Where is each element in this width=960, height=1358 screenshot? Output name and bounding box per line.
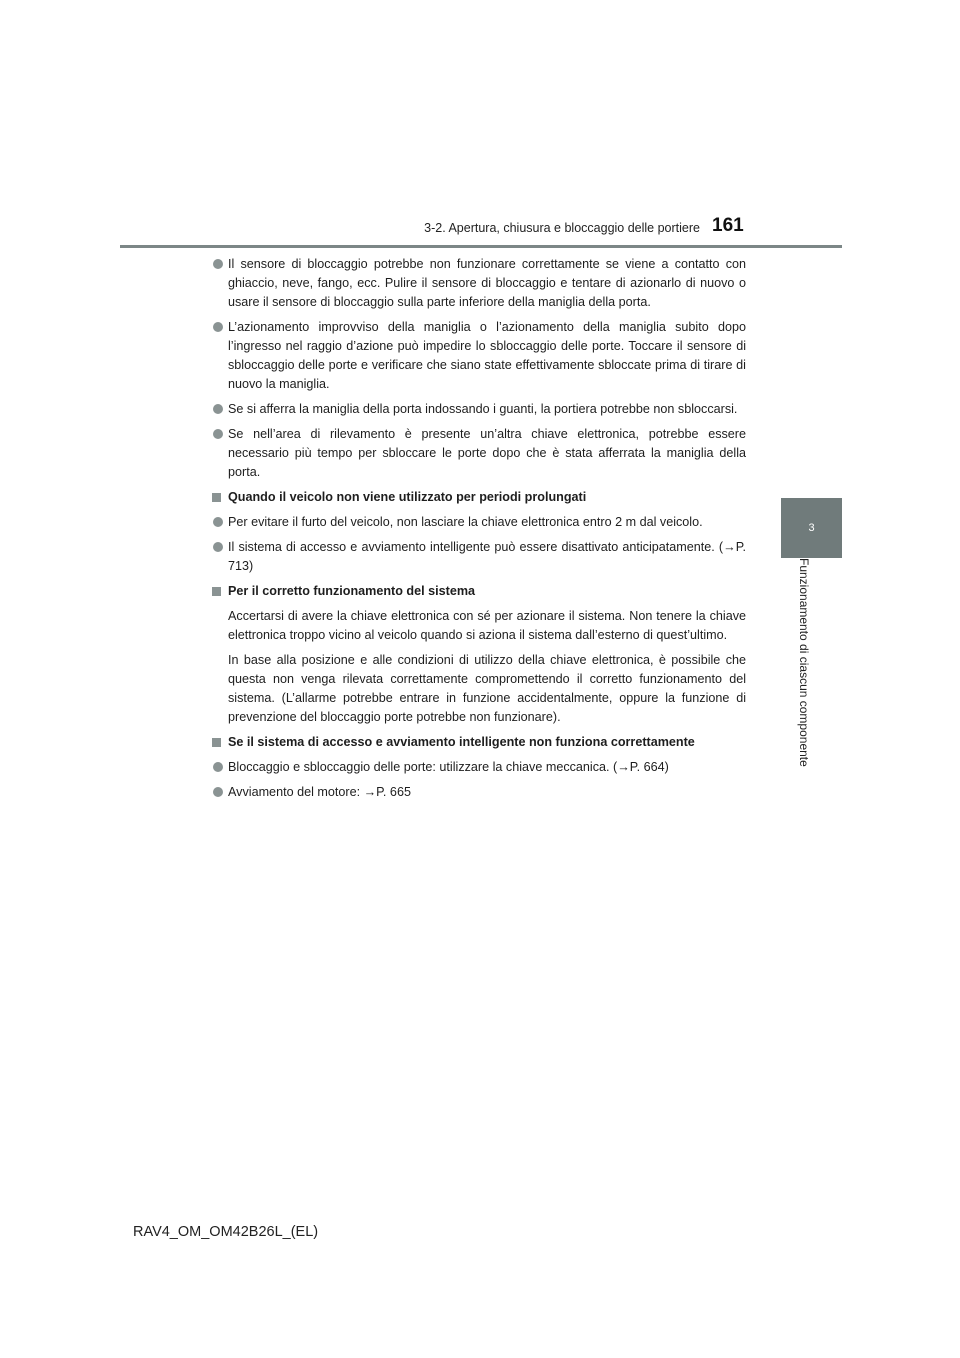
list-item-text: Avviamento del motore: →P. 665: [228, 785, 411, 799]
bullet-circle-icon: [213, 787, 223, 797]
list-item-text: L’azionamento improvviso della maniglia o l’azionamento della maniglia subito dopo l’ingresso nel raggio d’azione può impedire lo sbloccaggio delle porte. Toccare il sensore di sbloccaggio delle porte e verificare che siano state effettivamente sbloccate prima di tirare di nuovo la maniglia.: [228, 320, 746, 391]
chapter-tab: [781, 498, 842, 558]
chapter-title: Funzionamento di ciascun componente: [797, 558, 811, 767]
bullet-circle-icon: [213, 542, 223, 552]
page-number: 161: [712, 215, 744, 236]
header-divider: [120, 245, 842, 248]
list-item: [210, 425, 746, 482]
bullet-circle-icon: [213, 762, 223, 772]
list-item-text: Per evitare il furto del veicolo, non lasciare la chiave elettronica entro 2 m dal veicolo.: [228, 515, 703, 529]
document-code: RAV4_OM_OM42B26L_(EL): [133, 1224, 319, 1240]
bullet-circle-icon: [213, 404, 223, 414]
bullet-circle-icon: [213, 322, 223, 332]
page-body: [210, 255, 746, 808]
paragraph: In base alla posizione e alle condizioni di utilizzo della chiave elettronica, è possibile che questa non venga rilevata correttamente compromettendo il corretto funzionamento del sistema. (L’allarme potrebbe entrare in funzione accidentalmente, oppure la funzione di prevenzione del bloccaggio porte potrebbe non funzionare).: [228, 653, 746, 724]
list-item: [210, 400, 746, 419]
heading-square-icon: [212, 587, 221, 596]
heading-square-icon: [212, 738, 221, 747]
section-heading-text: Quando il veicolo non viene utilizzato per periodi prolungati: [228, 490, 587, 504]
list-item: [210, 538, 746, 576]
chapter-number: 3: [808, 522, 815, 534]
bullet-circle-icon: [213, 259, 223, 269]
paragraph: Accertarsi di avere la chiave elettronica con sé per azionare il sistema. Non tenere la chiave elettronica troppo vicino al veicolo quando si aziona il sistema dall’esterno di quest’ultimo.: [228, 609, 746, 642]
section-heading-text: Se il sistema di accesso e avviamento intelligente non funziona correttamente: [228, 735, 695, 749]
list-item: [210, 513, 746, 532]
list-item-text: Se si afferra la maniglia della porta indossando i guanti, la portiera potrebbe non sbloccarsi.: [228, 402, 738, 416]
section-title: 3-2. Apertura, chiusura e bloccaggio delle portiere: [424, 221, 700, 235]
list-item: [210, 318, 746, 394]
section-heading: [210, 488, 746, 507]
chapter-side-strip: [781, 558, 842, 808]
list-item-text: Il sistema di accesso e avviamento intelligente può essere disattivato anticipatamente. (→P. 713): [228, 540, 746, 573]
list-item: [210, 255, 746, 312]
section-heading: [210, 733, 746, 752]
section-heading: [210, 582, 746, 601]
list-item-text: Il sensore di bloccaggio potrebbe non funzionare correttamente se viene a contatto con ghiaccio, neve, fango, ecc. Pulire il sensore di bloccaggio e tentare di azionarlo di nuovo o usare il sensore di bloccaggio sulla parte inferiore della maniglia della porta.: [228, 257, 746, 309]
bullet-circle-icon: [213, 517, 223, 527]
section-heading-text: Per il corretto funzionamento del sistema: [228, 584, 476, 598]
list-item: [210, 758, 746, 777]
heading-square-icon: [212, 493, 221, 502]
list-item-text: Bloccaggio e sbloccaggio delle porte: utilizzare la chiave meccanica. (→P. 664): [228, 760, 669, 774]
bullet-circle-icon: [213, 429, 223, 439]
list-item: [210, 783, 746, 802]
list-item-text: Se nell’area di rilevamento è presente un’altra chiave elettronica, potrebbe essere necessario più tempo per sbloccare le porte dopo che è stata afferrata la maniglia della porta.: [228, 427, 746, 479]
